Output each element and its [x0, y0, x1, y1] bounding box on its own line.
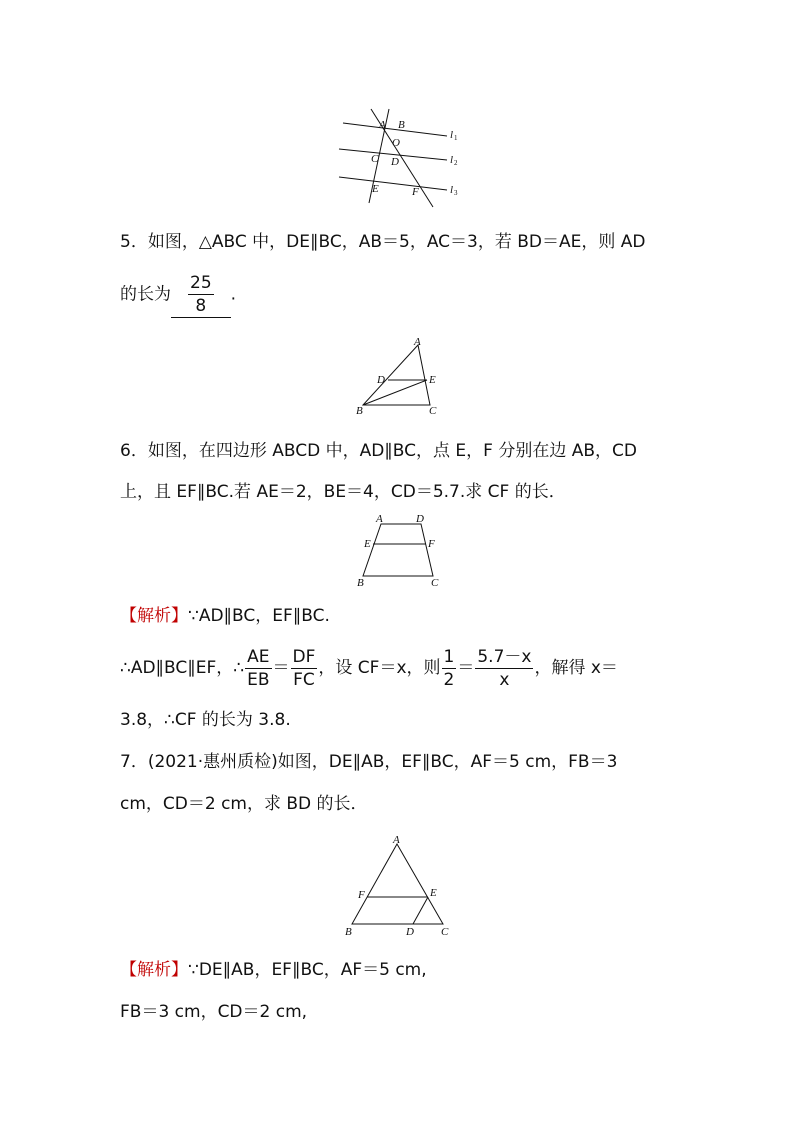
fraction-numerator: 1 [443, 646, 455, 667]
question-5-line-1: 5．如图，△ABC 中，DE∥BC，AB＝5，AC＝3，若 BD＝AE，则 AD [120, 232, 646, 252]
trapezoid-figure-q6 [355, 512, 445, 590]
solution-tag: 【解析】 [120, 960, 188, 980]
label-A: A [376, 513, 383, 525]
label-D: D [391, 156, 399, 168]
fraction-ae-eb [245, 646, 271, 691]
answer-blank [171, 272, 231, 318]
q5-prefix: 的长为 [120, 284, 171, 305]
label-B: B [357, 577, 364, 589]
fraction-denominator: x [499, 669, 510, 690]
label-l1: l [450, 129, 454, 141]
q5-suffix: . [230, 284, 237, 305]
sol6-part-2: ，设 CF＝x，则 [318, 658, 441, 678]
question-5-line-2 [120, 272, 236, 318]
fraction-numerator: AE [245, 646, 271, 669]
solution-6-line-2 [120, 644, 618, 692]
triangle-figure-q7 [340, 832, 460, 942]
solution-7-line-2: FB＝3 cm，CD＝2 cm, [120, 1002, 308, 1022]
label-O: O [392, 137, 400, 149]
label-D: D [377, 374, 385, 386]
label-F: F [412, 186, 419, 198]
fraction-df-fc [291, 646, 318, 691]
solution-6-text-1: ∵AD∥BC，EF∥BC. [188, 606, 330, 626]
answer-denominator: 8 [195, 296, 207, 316]
parallel-lines-figure [335, 105, 465, 210]
label-B: B [356, 405, 363, 417]
solution-7-line-1 [120, 958, 427, 982]
label-C: C [441, 926, 449, 938]
fraction-denominator: 2 [443, 669, 455, 690]
label-F: F [358, 889, 365, 901]
label-A: A [393, 834, 400, 846]
label-l2-sub: 2 [454, 159, 458, 167]
question-7-line-1: 7．(2021·惠州质检)如图，DE∥AB，EF∥BC，AF＝5 cm，FB＝3 [120, 752, 618, 772]
fraction-numerator: 5.7－x [477, 646, 532, 667]
triangle-figure-q5 [355, 335, 445, 420]
question-6-line-1: 6．如图，在四边形 ABCD 中，AD∥BC，点 E，F 分别在边 AB，CD [120, 441, 638, 461]
answer-numerator: 25 [190, 273, 212, 293]
label-B: B [345, 926, 352, 938]
label-E: E [372, 183, 379, 195]
fraction-numerator: DF [292, 646, 316, 667]
fraction-5-7-minus-x [475, 646, 533, 691]
solution-tag: 【解析】 [120, 606, 188, 626]
answer-fraction [188, 272, 214, 317]
label-F: F [428, 538, 435, 550]
equals-sign: ＝ [457, 658, 475, 678]
fraction-denominator: EB [247, 669, 270, 690]
label-C: C [431, 577, 439, 589]
label-B: B [398, 119, 405, 131]
label-l2: l [450, 154, 454, 166]
label-l3-sub: 3 [454, 189, 458, 197]
label-C: C [371, 153, 379, 165]
solution-6-line-3: 3.8，∴CF 的长为 3.8. [120, 710, 291, 730]
label-A: A [414, 336, 421, 348]
label-A: A [379, 119, 386, 131]
question-6-line-2: 上，且 EF∥BC.若 AE＝2，BE＝4，CD＝5.7.求 CF 的长． [120, 482, 566, 502]
label-l1-sub: 1 [454, 134, 458, 142]
label-E: E [430, 887, 437, 899]
solution-7-text-1: ∵DE∥AB，EF∥BC，AF＝5 cm, [188, 960, 427, 980]
label-E: E [364, 538, 371, 550]
sol6-part-3: ，解得 x＝ [534, 658, 618, 678]
question-7-line-2: cm，CD＝2 cm，求 BD 的长． [120, 794, 368, 814]
label-D: D [406, 926, 414, 938]
equals-sign: ＝ [272, 658, 290, 678]
fraction-one-half [442, 646, 457, 691]
solution-6-line-1 [120, 604, 330, 628]
label-D: D [416, 513, 424, 525]
fraction-denominator: FC [293, 669, 315, 690]
sol6-part-1: ∴AD∥BC∥EF，∴ [120, 658, 245, 678]
label-C: C [429, 405, 437, 417]
label-l3: l [450, 184, 454, 196]
label-E: E [429, 374, 436, 386]
